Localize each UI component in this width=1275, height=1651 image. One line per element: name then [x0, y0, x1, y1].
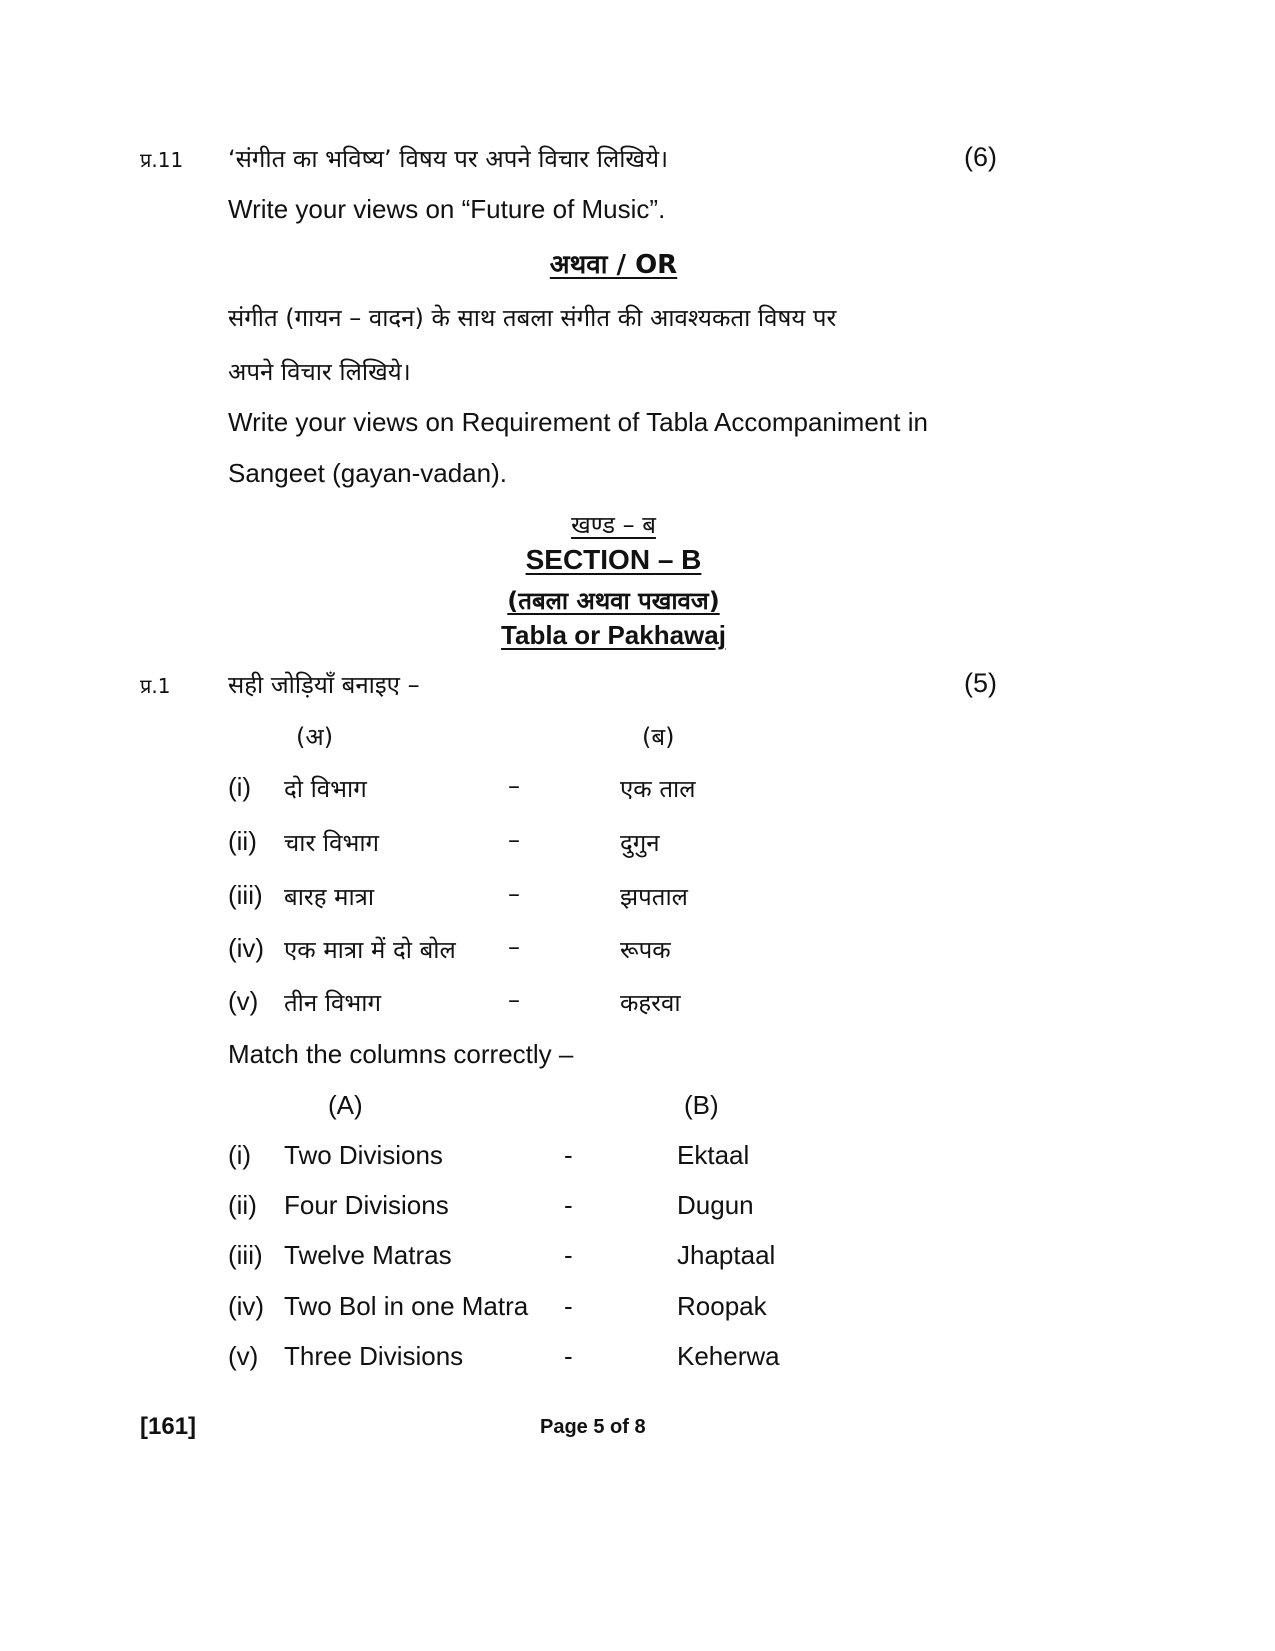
english-row-dash: - [564, 1190, 573, 1220]
question-11-marks: (6) [964, 142, 997, 172]
or-label: अथवा / OR [549, 250, 678, 280]
question-1-hindi: सही जोड़ियाँ बनाइए – [228, 671, 420, 699]
english-row-number: (v) [228, 1341, 259, 1371]
hindi-row-right: दुगुन [620, 829, 660, 857]
hindi-row-left: तीन विभाग [284, 989, 382, 1017]
english-row-left: Four Divisions [284, 1190, 449, 1220]
english-row-dash: - [564, 1240, 573, 1270]
hindi-row-right: रूपक [620, 936, 671, 964]
english-row-number: (i) [228, 1140, 252, 1170]
section-hindi-title: खण्ड – ब [571, 511, 656, 539]
hindi-row-right: एक ताल [620, 775, 696, 803]
hindi-row-dash: – [508, 986, 520, 1014]
english-row-number: (ii) [228, 1190, 257, 1220]
english-row-right: Ektaal [677, 1140, 750, 1170]
question-1-english: Match the columns correctly – [228, 1039, 574, 1069]
english-column-b-header: (B) [684, 1090, 719, 1120]
english-row-number: (iv) [228, 1291, 265, 1321]
english-row-left: Three Divisions [284, 1341, 464, 1371]
hindi-row-number: (ii) [228, 826, 257, 856]
hindi-row-number: (iii) [228, 880, 263, 910]
hindi-row-dash: – [508, 826, 520, 854]
hindi-row-right: कहरवा [620, 989, 681, 1017]
english-row-right: Jhaptaal [677, 1240, 776, 1270]
english-row-dash: - [564, 1341, 573, 1371]
section-title: SECTION – B [525, 544, 702, 575]
english-row-left: Two Bol in one Matra [284, 1291, 529, 1321]
english-row-right: Dugun [677, 1190, 754, 1220]
question-11-alt-hindi-line2: अपने विचार लिखिये। [228, 358, 411, 386]
hindi-row-dash: – [508, 880, 520, 908]
hindi-row-number: (iv) [228, 933, 265, 963]
hindi-column-a-header: (अ) [296, 723, 334, 751]
page-number: Page 5 of 8 [540, 1416, 646, 1438]
question-1-number: प्र.1 [140, 674, 171, 698]
section-hindi-subtitle: (तबला अथवा पखावज) [507, 587, 720, 615]
question-11-alt-english-line2: Sangeet (gayan-vadan). [228, 458, 507, 488]
english-row-right: Keherwa [677, 1341, 780, 1371]
question-11-english: Write your views on “Future of Music”. [228, 194, 666, 224]
english-row-number: (iii) [228, 1240, 263, 1270]
hindi-column-b-header: (ब) [642, 723, 675, 751]
hindi-row-left: एक मात्रा में दो बोल [284, 936, 456, 964]
english-column-a-header: (A) [328, 1090, 363, 1120]
english-row-left: Two Divisions [284, 1140, 443, 1170]
english-row-right: Roopak [677, 1291, 767, 1321]
question-11-number: प्र.11 [140, 148, 184, 172]
question-11-alt-hindi-line1: संगीत (गायन – वादन) के साथ तबला संगीत की आवश्यकता विषय पर [228, 304, 837, 332]
section-subtitle: Tabla or Pakhawaj [501, 620, 726, 650]
english-row-dash: - [564, 1291, 573, 1321]
paper-code: [161] [140, 1413, 197, 1440]
hindi-row-dash: – [508, 772, 520, 800]
hindi-row-dash: – [508, 933, 520, 961]
hindi-row-right: झपताल [620, 883, 688, 911]
question-11-hindi: ‘संगीत का भविष्य’ विषय पर अपने विचार लिखिये। [228, 145, 669, 173]
english-row-dash: - [564, 1140, 573, 1170]
english-row-left: Twelve Matras [284, 1240, 452, 1270]
hindi-row-left: दो विभाग [284, 775, 367, 803]
question-11-alt-english-line1: Write your views on Requirement of Tabla Accompaniment in [228, 407, 928, 437]
hindi-row-number: (v) [228, 986, 259, 1016]
hindi-row-left: बारह मात्रा [284, 883, 375, 911]
hindi-row-left: चार विभाग [284, 829, 380, 857]
question-1-marks: (5) [964, 668, 997, 698]
hindi-row-number: (i) [228, 772, 252, 802]
